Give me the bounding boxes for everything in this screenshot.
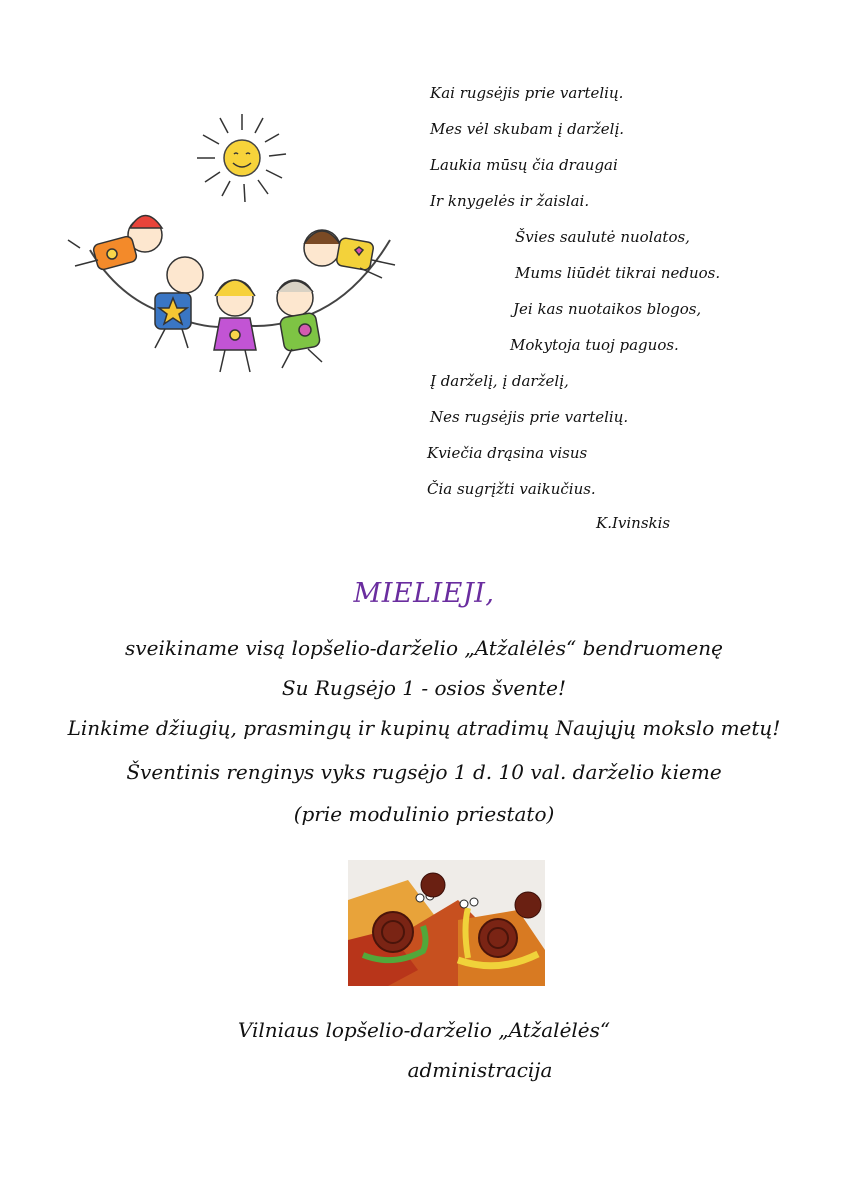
greeting-line: sveikiname visą lopšelio-darželio „Atžalėlės“ bendruomenę <box>125 636 723 660</box>
greeting-line: (prie modulinio priestato) <box>293 802 555 826</box>
greeting-line: Su Rugsėjo 1 - osios švente! <box>281 676 567 700</box>
poem-line: Mums liūdėt tikrai neduos. <box>515 264 721 282</box>
poem-line: Čia sugrįžti vaikučius. <box>427 480 596 498</box>
poem <box>0 0 848 540</box>
poem-line: Laukia mūsų čia draugai <box>430 156 618 174</box>
poem-line: Jei kas nuotaikos blogos, <box>513 300 702 318</box>
poem-line: Kai rugsėjis prie vartelių. <box>430 84 624 102</box>
poem-line: Nes rugsėjis prie vartelių. <box>430 408 629 426</box>
poem-line: Mes vėl skubam į darželį. <box>430 120 625 138</box>
poem-line: Kviečia drąsina visus <box>427 444 588 462</box>
poem-line: Į darželį, į darželį, <box>430 372 569 390</box>
poem-author: K.Ivinskis <box>596 514 671 532</box>
poem-line: Ir knygelės ir žaislai. <box>430 192 590 210</box>
greeting-line: Šventinis renginys vyks rugsėjo 1 d. 10 val. darželio kieme <box>126 760 722 784</box>
signature-org: Vilniaus lopšelio-darželio „Atžalėlės“ <box>237 1018 611 1042</box>
greeting-line: Linkime džiugių, prasmingų ir kupinų atradimų Naujųjų mokslo metų! <box>67 716 781 740</box>
signature-dept: administracija <box>407 1058 553 1082</box>
poem-line: Mokytoja tuoj paguos. <box>510 336 679 354</box>
greeting-heading: MIELIEJI, <box>353 578 495 609</box>
leaf-snails-photo <box>348 860 545 986</box>
poem-line: Švies saulutė nuolatos, <box>515 228 690 246</box>
